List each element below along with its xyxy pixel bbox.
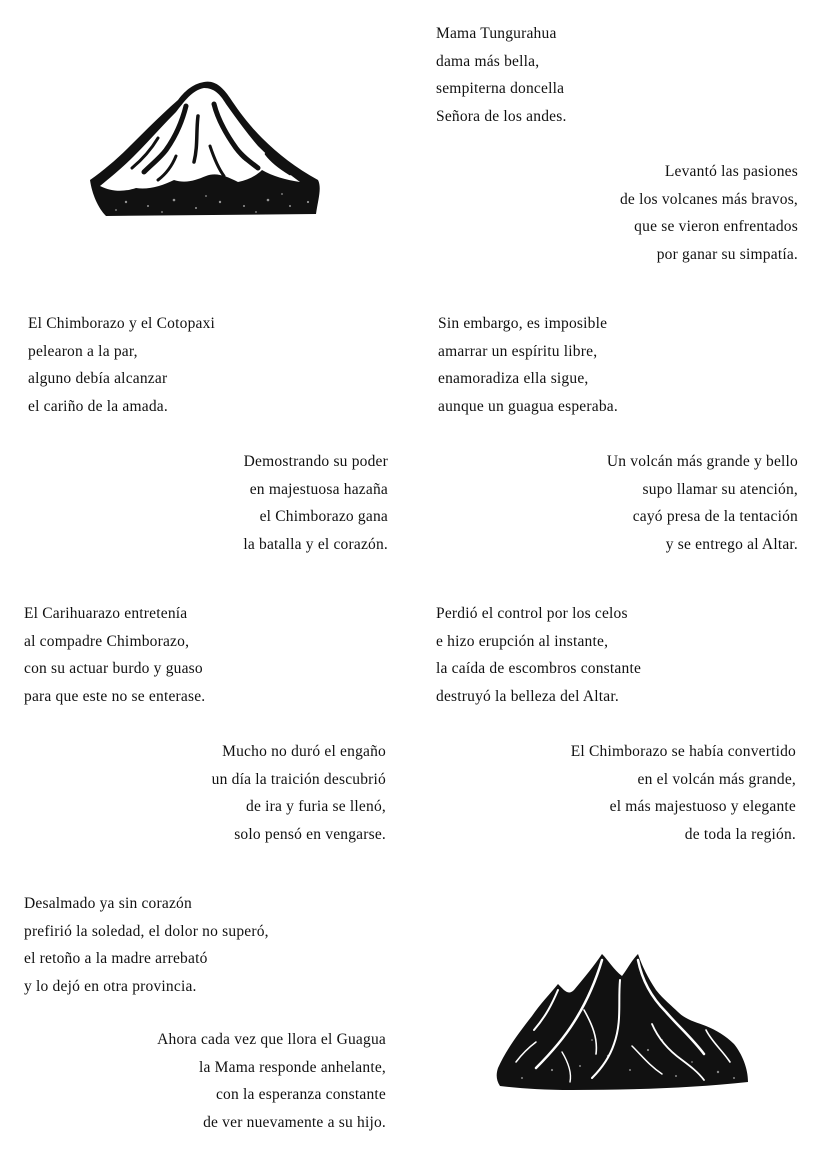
- verse-line: la caída de escombros constante: [436, 660, 642, 677]
- stanza-10: [571, 738, 796, 848]
- verse-line: e hizo erupción al instante,: [436, 632, 609, 650]
- verse-line: El Chimborazo y el Cotopaxi: [28, 315, 216, 332]
- mountain-woodcut-icon: [492, 950, 754, 1092]
- stanza-3: [28, 310, 215, 420]
- stanza-9: [212, 738, 386, 848]
- volcano-woodcut-icon: [86, 76, 326, 222]
- verse-line: que se vieron enfrentados: [634, 218, 798, 235]
- verse-line: para que este no se enterase.: [24, 687, 206, 705]
- stanza-5: [243, 448, 388, 558]
- verse-line: Demostrando su poder: [243, 453, 388, 470]
- verse-line: enamoradiza ella sigue,: [438, 370, 589, 387]
- stanza-11: [24, 890, 269, 1000]
- verse-line: de ver nuevamente a su hijo.: [203, 1113, 386, 1131]
- verse-line: por ganar su simpatía.: [656, 245, 798, 263]
- verse-line: con la esperanza constante: [215, 1086, 386, 1103]
- verse-line: Señora de los andes.: [436, 107, 567, 125]
- verse-line: Sin embargo, es imposible: [438, 315, 608, 332]
- verse-line: y lo dejó en otra provincia.: [24, 977, 197, 995]
- verse-line: Desalmado ya sin corazón: [24, 895, 192, 912]
- verse-line: alguno debía alcanzar: [28, 370, 168, 387]
- verse-line: prefirió la soledad, el dolor no superó,: [24, 922, 269, 940]
- verse-line: solo pensó en vengarse.: [234, 825, 386, 843]
- verse-line: destruyó la belleza del Altar.: [436, 687, 619, 705]
- verse-line: aunque un guagua esperaba.: [438, 397, 618, 415]
- stanza-2: [620, 158, 798, 268]
- verse-line: El Carihuarazo entretenía: [24, 605, 188, 622]
- verse-line: Mama Tungurahua: [436, 25, 557, 42]
- verse-line: de los volcanes más bravos,: [619, 190, 798, 208]
- verse-line: en el volcán más grande,: [637, 770, 796, 788]
- verse-line: el cariño de la amada.: [28, 397, 168, 415]
- verse-line: y se entrego al Altar.: [665, 535, 798, 553]
- verse-line: en majestuosa hazaña: [249, 480, 388, 498]
- stanza-6: [607, 448, 798, 558]
- verse-line: un día la traición descubrió: [211, 770, 386, 788]
- verse-line: el Chimborazo gana: [259, 508, 388, 525]
- verse-line: de ira y furia se llenó,: [246, 798, 386, 815]
- verse-line: Mucho no duró el engaño: [222, 743, 386, 760]
- verse-line: Levantó las pasiones: [664, 163, 798, 180]
- stanza-1: [436, 20, 567, 130]
- verse-line: sempiterna doncella: [436, 80, 565, 97]
- stanza-7: [24, 600, 205, 710]
- verse-line: amarrar un espíritu libre,: [438, 342, 598, 360]
- verse-line: dama más bella,: [436, 52, 540, 70]
- verse-line: El Chimborazo se había convertido: [570, 743, 796, 760]
- verse-line: al compadre Chimborazo,: [24, 632, 190, 650]
- stanza-4: [438, 310, 618, 420]
- verse-line: pelearon a la par,: [28, 342, 138, 360]
- verse-line: con su actuar burdo y guaso: [24, 660, 203, 677]
- verse-line: la batalla y el corazón.: [243, 535, 388, 553]
- verse-line: el retoño a la madre arrebató: [24, 950, 208, 967]
- verse-line: supo llamar su atención,: [642, 480, 798, 498]
- verse-line: el más majestuoso y elegante: [609, 798, 796, 815]
- verse-line: de toda la región.: [684, 825, 796, 843]
- verse-line: la Mama responde anhelante,: [198, 1058, 386, 1076]
- stanza-12: [157, 1026, 386, 1136]
- verse-line: cayó presa de la tentación: [632, 508, 798, 525]
- verse-line: Un volcán más grande y bello: [606, 453, 798, 470]
- verse-line: Ahora cada vez que llora el Guagua: [157, 1031, 386, 1048]
- verse-line: Perdió el control por los celos: [436, 605, 628, 622]
- stanza-8: [436, 600, 641, 710]
